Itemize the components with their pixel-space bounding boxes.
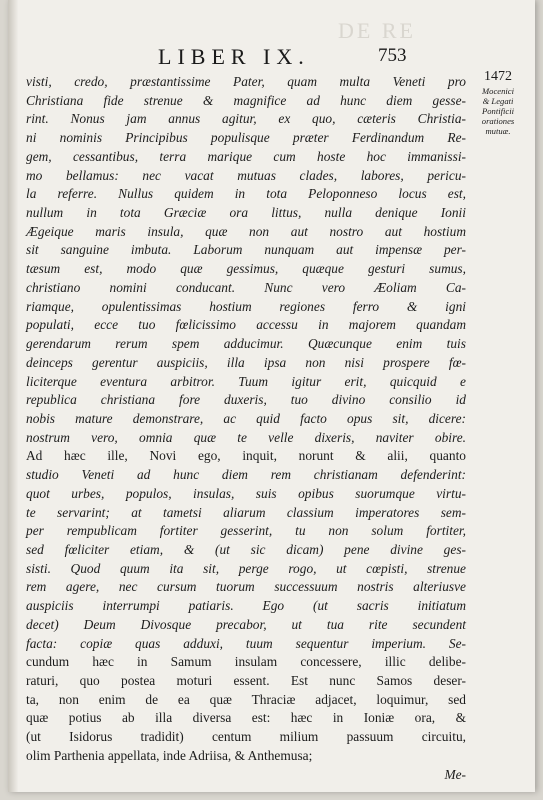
text-line: Christiana fide strenue & magnifice ad hunc diem gesse- [26,92,466,108]
text-line: olim Parthenia appellata, inde Adriisa, & Anthemusa; [26,747,313,763]
text-line: facta: copiæ quas adduxi, tuum sequentur imperium. Se- [26,635,466,651]
text-line: rem agere, nec cursum tuorum successuum nostris alteriusve [26,579,466,595]
text-line: gem, cessantibus, terra marique cum hoste hoc immanissi- [26,148,466,164]
text-line: studio Veneti ad hunc diem rem christianam defenderint: [26,467,466,483]
page-gutter-shadow [8,0,18,792]
text-line: liciterque eventura arbitror. Tuum igitur erit, quicquid e [26,373,466,389]
catchword: Me- [444,766,466,782]
text-line: (ut Isidorus tradidit) centum milium passuum circuitu, [26,729,466,745]
text-line: quot urbes, populos, insulas, suis opibus suorumque virtu- [26,485,466,501]
text-line: auspiciis interrumpi patiaris. Ego (ut sacris initiatum [26,598,466,614]
text-line: decet) Deum Divosque precabor, ut tua rite secundent [26,616,466,632]
margin-note-line: & Legati [482,96,514,106]
bleed-through-text: DE RE [338,18,416,43]
text-line: republica christiana fore duxeris, tuo divino consilio id [26,392,466,408]
text-line: ni nominis Principibus populisque præter Ferdinandum Re- [26,130,466,146]
text-line: cundum hæc in Samum insulam concessere, illic delibe- [26,654,466,670]
margin-note-lines [466,86,530,136]
text-line: te servarint; at tametsi aliarum classium imperatores sem- [26,504,466,520]
text-line: sisti. Quod quum ita sit, perge rogo, ut cœpisti, strenue [26,560,466,576]
text-line: Ægeique maris insula, quæ non aut nostro aut hostium [26,223,466,239]
text-line: nullum in tota Græciæ ora littus, nulla denique Ionii [26,205,466,221]
text-line: nobis mature demonstrare, ac quid facto opus sit, dicere: [26,410,466,426]
book-page [8,0,535,792]
page-header [8,44,535,74]
body-text [26,73,466,784]
text-line: visti, credo, præstantissime Pater, quam multa Veneti pro [26,74,466,89]
text-line: la referre. Nullus quidem in tota Peloponneso locus est, [26,186,466,202]
margin-note-line: Mocenici [482,86,514,96]
text-line: populati, ecce tuo fœlicissimo accessu in majorem quandam [26,317,466,333]
marginal-note [466,69,530,136]
text-line: per rempublicam fortiter gesserint, tu non solum fortiter, [26,523,466,539]
margin-note-line: mutuæ. [485,126,511,136]
text-line: sed fœliciter etiam, & (ut sic dicam) pene divine ges- [26,541,466,557]
margin-year: 1472 [484,69,512,84]
text-line: deinceps gerentur auspiciis, illa ipsa non nisi prospere fœ- [26,354,466,370]
text-line: rint. Nonus jam annus agitur, ex quo, cæteris Christia- [26,111,466,127]
text-line: christiano nomini conducant. Nunc vero Æoliam Ca- [26,279,466,295]
text-line: quæ potius ab illa diversa est: hæc in Ioniæ ora, & [26,710,466,726]
margin-note-line: Pontificii [482,106,514,116]
text-line: gerendarum rerum spem adducimur. Quæcunque enim tuis [26,336,466,352]
page-number: 753 [378,45,407,66]
text-line: sit sanguine imbuta. Laborum nunquam aut impensæ per- [26,242,466,258]
text-line: riamque, opulentissimas hostium regiones ferro & igni [26,298,466,314]
text-line: Ad hæc ille, Novi ego, inquit, norunt & alii, quanto [26,448,466,464]
running-title: LIBER IX. [158,44,310,69]
text-line: nostrum vero, omnia quæ te velle dixeris, naviter obire. [26,429,466,445]
text-line: raturi, quo postea moturi essent. Est nunc Samos deser- [26,673,466,688]
margin-note-line: orationes [481,116,515,126]
text-line: mo bellamus: nec vacat mutuas clades, labores, pericu- [26,167,466,183]
text-line: ta, non enim de ea quæ Thraciæ adjacet, loquimur, sed [26,691,466,707]
text-line: tæsum est, modo quæ gessimus, quæque gesturi sumus, [26,261,466,277]
